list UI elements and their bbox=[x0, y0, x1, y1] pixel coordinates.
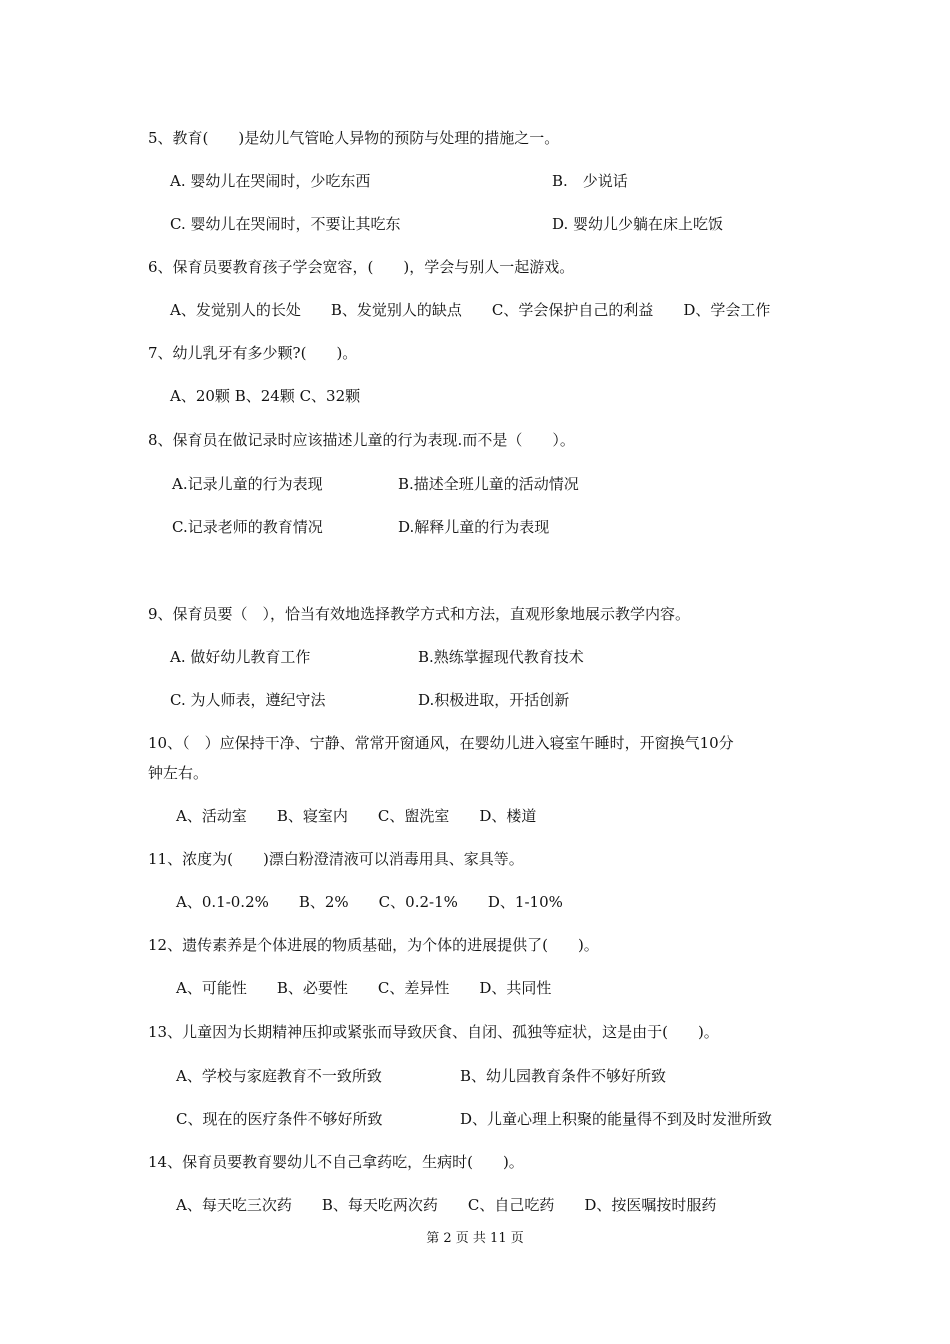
question-13-stem: 13、儿童因为长期精神压抑或紧张而导致厌食、自闭、孤独等症状，这是由于( )。 bbox=[148, 1023, 719, 1041]
question-11-stem: 11、浓度为( )漂白粉澄清液可以消毒用具、家具等。 bbox=[148, 850, 524, 868]
question-7-stem: 7、幼儿乳牙有多少颗?( )。 bbox=[148, 344, 358, 362]
question-13-option-a: A、学校与家庭教育不一致所致 bbox=[176, 1067, 382, 1085]
question-10-options: A、活动室 B、寝室内 C、盥洗室 D、楼道 bbox=[176, 807, 537, 825]
question-9-option-a: A. 做好幼儿教育工作 bbox=[170, 648, 311, 666]
question-9-stem: 9、保育员要（ ），恰当有效地选择教学方式和方法，直观形象地展示教学内容。 bbox=[148, 605, 691, 623]
question-9-option-b: B.熟练掌握现代教育技术 bbox=[418, 648, 584, 666]
question-5-option-c: C. 婴幼儿在哭闹时，不要让其吃东 bbox=[170, 215, 401, 233]
question-5-option-a: A. 婴幼儿在哭闹时，少吃东西 bbox=[170, 172, 371, 190]
question-14-stem: 14、保育员要教育婴幼儿不自己拿药吃，生病时( )。 bbox=[148, 1153, 524, 1171]
question-7-options: A、20颗 B、24颗 C、32颗 bbox=[170, 387, 361, 405]
question-9-option-d: D.积极进取，开括创新 bbox=[418, 691, 570, 709]
question-6-options: A、发觉别人的长处 B、发觉别人的缺点 C、学会保护自己的利益 D、学会工作 bbox=[170, 301, 771, 319]
question-13-option-b: B、幼儿园教育条件不够好所致 bbox=[460, 1067, 667, 1085]
question-10-stem-continued: 钟左右。 bbox=[148, 764, 209, 782]
question-5-stem: 5、教育( )是幼儿气管呛人异物的预防与处理的措施之一。 bbox=[148, 129, 560, 147]
question-5-option-d: D. 婴幼儿少躺在床上吃饭 bbox=[552, 215, 724, 233]
question-10-stem: 10、（ ）应保持干净、宁静、常常开窗通风，在婴幼儿进入寝室午睡时，开窗换气10分 bbox=[148, 734, 734, 752]
question-5-option-b: B. 少说话 bbox=[552, 172, 628, 190]
question-9-option-c: C. 为人师表，遵纪守法 bbox=[170, 691, 326, 709]
question-14-options: A、每天吃三次药 B、每天吃两次药 C、自己吃药 D、按医嘱按时服药 bbox=[176, 1196, 717, 1214]
question-12-stem: 12、遗传素养是个体进展的物质基础，为个体的进展提供了( )。 bbox=[148, 936, 599, 954]
question-8-option-d: D.解释儿童的行为表现 bbox=[398, 518, 550, 536]
question-11-options: A、0.1-0.2% B、2% C、0.2-1% D、1-10% bbox=[176, 893, 563, 911]
question-13-option-c: C、现在的医疗条件不够好所致 bbox=[176, 1110, 383, 1128]
question-6-stem: 6、保育员要教育孩子学会宽容，( )，学会与别人一起游戏。 bbox=[148, 258, 575, 276]
question-8-option-a: A.记录儿童的行为表现 bbox=[172, 475, 323, 493]
question-12-options: A、可能性 B、必要性 C、差异性 D、共同性 bbox=[176, 979, 552, 997]
page-footer: 第 2 页 共 11 页 bbox=[426, 1231, 524, 1246]
question-8-option-c: C.记录老师的教育情况 bbox=[172, 518, 323, 536]
question-13-option-d: D、儿童心理上积聚的能量得不到及时发泄所致 bbox=[460, 1110, 773, 1128]
question-8-option-b: B.描述全班儿童的活动情况 bbox=[398, 475, 579, 493]
question-8-stem: 8、保育员在做记录时应该描述儿童的行为表现.而不是（ ）。 bbox=[148, 431, 575, 449]
